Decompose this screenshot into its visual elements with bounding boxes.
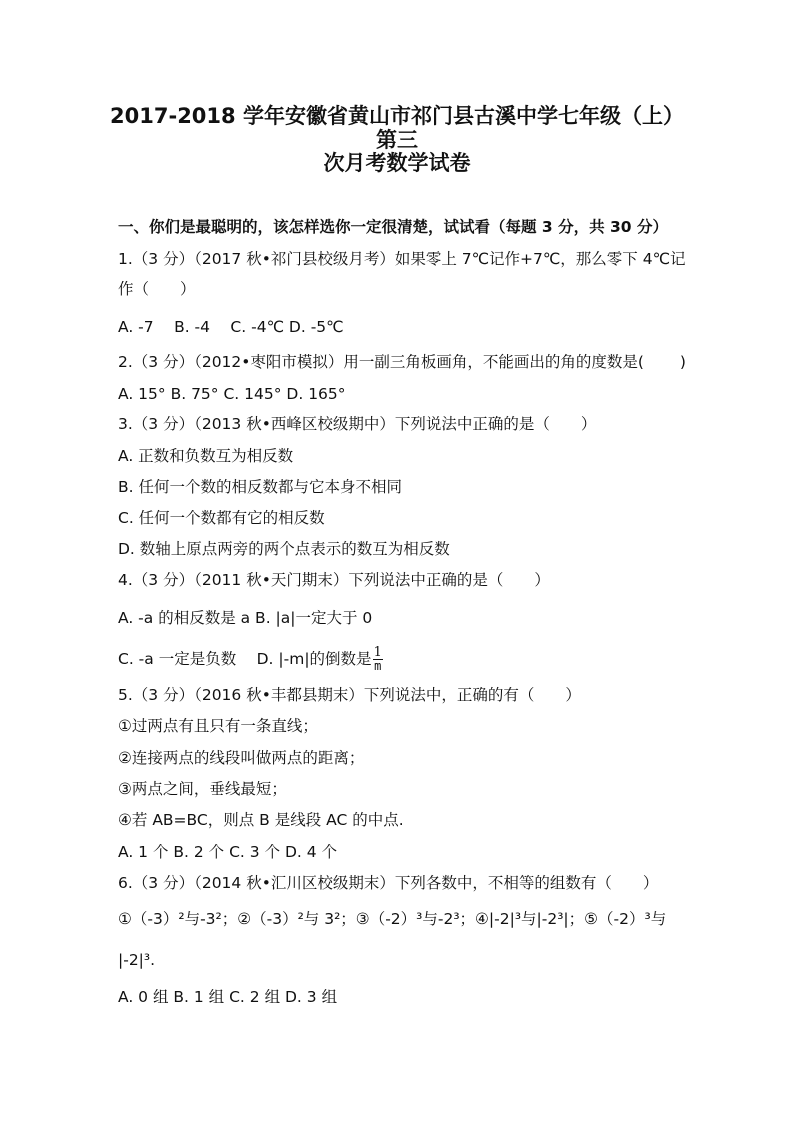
question-5-stem: 5.（3 分）（2016 秋•丰都县期末）下列说法中，正确的有（ ） bbox=[118, 686, 581, 704]
question-4-options-cd: C. -a 一定是负数 D. |-m|的倒数是 bbox=[118, 650, 372, 668]
fraction-denominator: m bbox=[374, 659, 382, 673]
section-heading: 一、你们是最聪明的，该怎样选你一定很清楚，试试看（每题 3 分，共 30 分） bbox=[118, 218, 668, 236]
question-1-options: A. -7 B. -4 C. -4℃ D. -5℃ bbox=[118, 318, 344, 336]
question-3-option-a: A. 正数和负数互为相反数 bbox=[118, 447, 294, 465]
question-5-statement-4: ④若 AB=BC，则点 B 是线段 AC 的中点. bbox=[118, 811, 404, 829]
question-2-stem: 2.（3 分）（2012•枣阳市模拟）用一副三角板画角，不能画出的角的度数是( ) bbox=[118, 353, 686, 371]
question-5-options: A. 1 个 B. 2 个 C. 3 个 D. 4 个 bbox=[118, 843, 338, 861]
question-4-stem: 4.（3 分）（2011 秋•天门期末）下列说法中正确的是（ ） bbox=[118, 571, 550, 589]
question-3-stem: 3.（3 分）（2013 秋•西峰区校级期中）下列说法中正确的是（ ） bbox=[118, 415, 597, 433]
question-2-options: A. 15° B. 75° C. 145° D. 165° bbox=[118, 385, 346, 403]
exam-title-line2: 次月考数学试卷 bbox=[323, 151, 471, 175]
question-5-statement-2: ②连接两点的线段叫做两点的距离； bbox=[118, 749, 365, 767]
question-6-options: A. 0 组 B. 1 组 C. 2 组 D. 3 组 bbox=[118, 988, 338, 1006]
fraction-numerator: 1 bbox=[373, 645, 382, 660]
question-3-option-c: C. 任何一个数都有它的相反数 bbox=[118, 509, 325, 527]
fraction bbox=[373, 646, 383, 673]
question-1-stem-line2: 作（ ） bbox=[118, 280, 196, 298]
question-5-statement-3: ③两点之间，垂线最短； bbox=[118, 780, 287, 798]
question-6-items-line2: |-2|³. bbox=[118, 951, 156, 969]
question-4-options-ab: A. -a 的相反数是 a B. |a|一定大于 0 bbox=[118, 609, 373, 627]
question-6-items-line1: ①（-3）²与-3²；②（-3）²与 3²；③（-2）³与-2³；④|-2|³与|-2³|；⑤（-2）³与 bbox=[118, 910, 667, 928]
question-6-stem: 6.（3 分）（2014 秋•汇川区校级期末）下列各数中，不相等的组数有（ ） bbox=[118, 874, 659, 892]
question-3-option-d: D. 数轴上原点两旁的两个点表示的数互为相反数 bbox=[118, 540, 450, 558]
exam-title-line1: 2017-2018 学年安徽省黄山市祁门县古溪中学七年级（上）第三 bbox=[110, 104, 684, 152]
question-5-statement-1: ①过两点有且只有一条直线； bbox=[118, 717, 318, 735]
question-3-option-b: B. 任何一个数的相反数都与它本身不相同 bbox=[118, 478, 402, 496]
question-1-stem-line1: 1.（3 分）（2017 秋•祁门县校级月考）如果零上 7℃记作+7℃，那么零下 4℃记 bbox=[118, 250, 686, 268]
question-4-options-cd-row bbox=[118, 646, 678, 673]
